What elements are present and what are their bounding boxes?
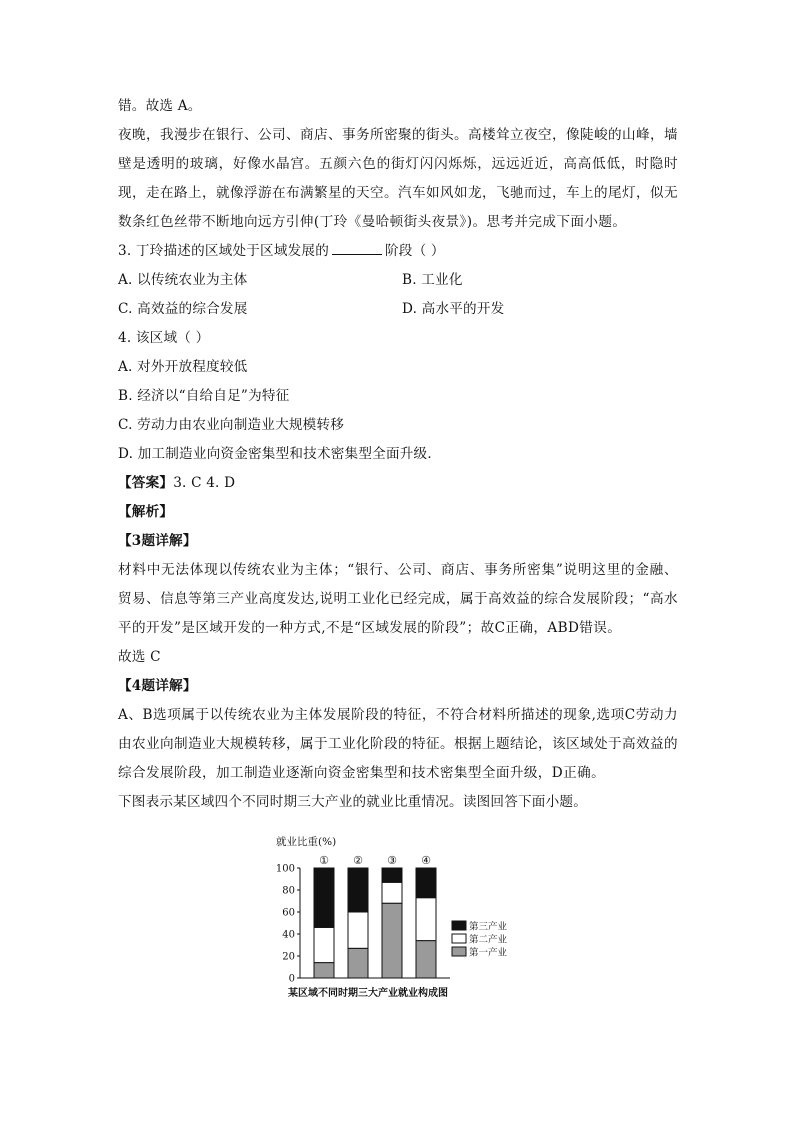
stacked-bar-chart — [270, 833, 530, 1003]
answer-label: 【答案】 — [118, 475, 174, 491]
bar-segment — [416, 941, 436, 978]
q4-detail-heading: 【4题详解】 — [118, 678, 197, 694]
bar-segment — [416, 868, 436, 898]
bar-segment — [382, 882, 402, 903]
bar-segment — [314, 868, 334, 927]
q3-conclusion: 故选 C — [118, 649, 161, 665]
y-tick-label: 0 — [288, 973, 295, 985]
chart-intro: 下图表示某区域四个不同时期三大产业的就业比重情况。读图回答下面小题。 — [118, 794, 587, 810]
answer-value: 3. C 4. D — [173, 475, 236, 491]
bar-segment — [314, 927, 334, 962]
option-a: A. 以传统农业为主体 — [118, 272, 248, 288]
option-a: A. 对外开放程度较低 — [118, 359, 248, 375]
bar-segment — [416, 898, 436, 941]
option-b: B. 经济以“自给自足”为特征 — [118, 388, 290, 404]
options-row — [118, 266, 678, 295]
category-label: ③ — [387, 854, 397, 867]
y-tick-label: 20 — [282, 951, 295, 963]
bar-segment — [348, 948, 368, 978]
question-3-stem: 3. 丁玲描述的区域处于区域发展的 — [118, 243, 330, 259]
bar-segment — [348, 868, 368, 912]
q4-explanation: A、B选项属于以传统农业为主体发展阶段的特征，不符合材料所描述的现象,选项C劳动力由农业向制造业大规模转移，属于工业化阶段的特征。根据上题结论，该区域处于高效益的综合发展阶段，加工制造业逐渐向资金密集型和技术密集型全面升级，D正确。 — [118, 707, 678, 781]
option-d: D. 加工制造业向资金密集型和技术密集型全面升级． — [118, 446, 442, 462]
bar-segment — [348, 912, 368, 948]
legend-swatch — [452, 934, 466, 943]
question-3 — [118, 237, 678, 266]
category-label: ② — [353, 854, 363, 867]
question-3-tail: 阶段（ ） — [385, 243, 445, 259]
bar-segment — [382, 868, 402, 882]
legend-label: 第一产业 — [469, 947, 508, 959]
legend-swatch — [452, 921, 466, 930]
category-label: ④ — [421, 854, 431, 867]
y-axis-label: 就业比重(%) — [276, 836, 337, 848]
text-line: 错。故选 A。 — [118, 98, 202, 114]
bar-segment — [314, 963, 334, 978]
option-c: C. 高效益的综合发展 — [118, 301, 248, 317]
legend-label: 第二产业 — [469, 934, 508, 946]
answer-line — [118, 469, 678, 498]
category-label: ① — [319, 854, 329, 867]
y-tick-label: 100 — [275, 863, 295, 875]
bar-segment — [382, 903, 402, 978]
analysis-heading: 【解析】 — [118, 504, 174, 520]
option-d: D. 高水平的开发 — [402, 301, 505, 317]
fill-blank — [332, 242, 382, 255]
option-c: C. 劳动力由农业向制造业大规模转移 — [118, 417, 345, 433]
options-row — [118, 295, 678, 324]
document-body — [118, 92, 678, 817]
q3-explanation: 材料中无法体现以传统农业为主体；“银行、公司、商店、事务所密集”说明这里的金融、贸易、信息等第三产业高度发达,说明工业化已经完成，属于高效益的综合发展阶段；“高水平的开发”是区域开发的一种方式,不是“区域发展的阶段”；故C正确，ABD错误。 — [118, 562, 678, 636]
passage-paragraph: 夜晚，我漫步在银行、公司、商店、事务所密聚的街头。高楼耸立夜空，像陡峻的山峰，墙壁是透明的玻璃，好像水晶宫。五颜六色的街灯闪闪烁烁，远远近近，高高低低，时隐时现，走在路上，就像浮游在布满繁星的天空。汽车如风如龙，飞驰而过，车上的尾灯，似无数条红色丝带不断地向远方引伸(丁玲《曼哈顿街头夜景》)。思考并完成下面小题。 — [118, 127, 678, 230]
chart-caption: 某区域不同时期三大产业就业构成图 — [288, 988, 448, 999]
q3-detail-heading: 【3题详解】 — [118, 533, 197, 549]
legend-swatch — [452, 947, 466, 956]
y-tick-label: 80 — [282, 885, 295, 897]
y-tick-label: 60 — [282, 907, 295, 919]
question-4: 4. 该区域（ ） — [118, 330, 210, 346]
legend-label: 第三产业 — [469, 921, 508, 933]
y-tick-label: 40 — [282, 929, 295, 941]
employment-chart — [270, 833, 530, 1003]
option-b: B. 工业化 — [402, 272, 463, 288]
